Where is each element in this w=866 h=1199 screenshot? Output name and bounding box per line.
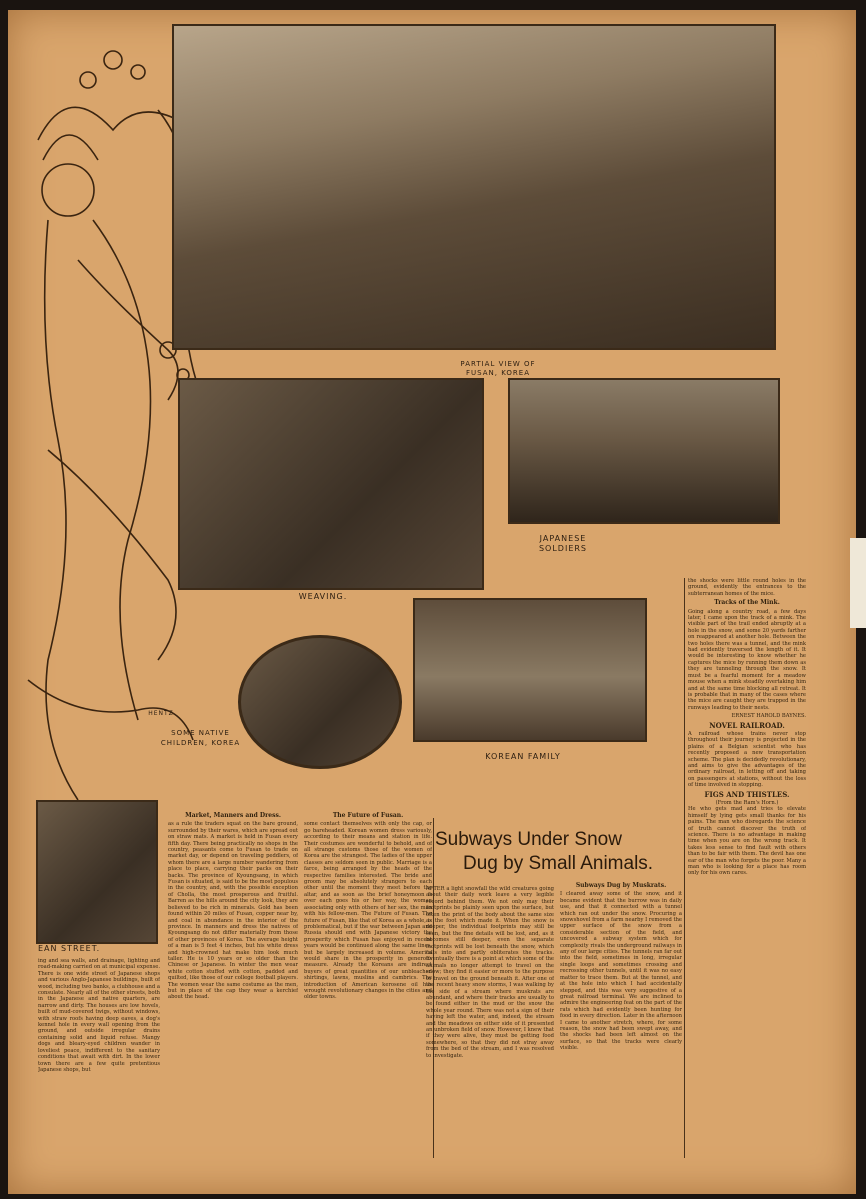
weaving-caption: WEAVING. <box>298 592 348 601</box>
korean-family-photo <box>413 598 647 742</box>
street-caption: EAN STREET. <box>38 944 101 953</box>
artist-signature: HENTZ <box>148 710 174 717</box>
children-caption: SOME NATIVE CHILDREN, KOREA <box>160 729 241 747</box>
article-text-left: ing and sea walls, and drainage, lighting and road-making carried on at municipal expense. There is one wide street of Japanese shops and various Anglo-Japanese buildings, built of wood, including two banks, a clubhouse and a consulate. Nearly all of the other streets, both in the Japanese and native quarters, are narrow and dirty. The houses are low hovels, built of mud-covered twigs, without windows, with straw roofs having deep eaves, a dog's kennel hole in every wall opening from the ground, and outside irregular drains containing solid and liquid refuse. Mangy dogs and bleary-eyed children wander in loveliest peace, indifferent to the sanitary conditions that await with dirt. In the lower town there are a few quite pretentious Japanese shops, but <box>38 958 160 1073</box>
subways-headline: Subways Under Snow Dug by Small Animals. <box>435 829 654 874</box>
column-rule-right <box>684 578 685 1158</box>
muskrats-heading: Subways Dug by Muskrats. <box>575 882 667 889</box>
native-children-photo <box>238 635 402 769</box>
newspaper-page <box>8 10 856 1194</box>
fusan-harbor-photo <box>172 24 776 350</box>
railroad-heading: NOVEL RAILROAD. <box>709 720 785 730</box>
tracks-heading: Tracks of the Mink. <box>714 599 780 607</box>
article-text-col4: Subways Dug by Muskrats. I cleared away some of the snow, and it became evident that the burrow was in daily use, and that it connected with a tunnel which ran out under the snow. Procuring a snowshovel from a farm nearby I removed the upper surface of the snow from a considerable section of the field, and uncovered a subway system which for complexity rivals the underground railways in any of our large cities. The tunnels ran far out into the field, sometimes in long, irregular single loops and sometimes crossing and recrossing other tunnels, until it was no easy matter to trace them. But at the tunnel, and at the hole into which I had accidentally stepped, and this was very suggestive of a great railroad terminal. We are inclined to admire the engineering feat on the part of the rats which had evidently been hunting for food in every direction. Later in the afternoon I came to another stretch, where, for some reason, the snow had been swept away, and the shocks had been left almost on the surface, so that the tracks were clearly visible. <box>560 882 682 1052</box>
article-text-col1: Market, Manners and Dress. as a rule the traders squat on the bare ground, surrounded by their wares, which are spread out on straw mats. A market is held in Fusan every fifth day. There being practically no shops in the country, peasants come to Fusan to trade on market day, or depend on traveling peddlers, of whom there are a large number wandering from place to place, carrying their packs on their backs. The province of Kyoungsang, in which Fusan is situated, is said to be the most populous in the country, and, with the possible exception of Cholla, the most prosperous and fruitful. Barren as the hills around the city look, they are believed to be rich in minerals. Gold has been found within 20 miles of Fusan, copper near by, and coal in abundance in the interior of the province. In manners and dress the natives of Kyoungsang do not differ materially from those of other provinces of Korea. The average height of a man is 5 feet 4 inches, but his white dress and high-crowned hat make him look much taller. He is 10 years or so older than the Chinese or Japanese. In winter the men wear white cotton stuffed with cotton, padded and quilted, like those of our college football players. The women wear the same costume as the men, but in place of the cap they wear a kerchief about the head. <box>168 812 298 1001</box>
article-text-col5: the shocks were little round holes in the ground, evidently the entrances to the subterranean homes of the mice. Tracks of the Mink. Going along a country road, a few days later, I came upon the track of a mink. The visible part of the trail ended abruptly at a hole in the snow, and some 20 yards farther on reappeared at another hole. Between the two holes there was a tunnel, and the mink had evidently traversed the length of it. It would be interesting to know whether he captures the mice by running them down as they are tunneling through the snow. It must be a fearful moment for a meadow mouse when a mink steadily overtaking him and at the same time blocking all retreat. It is probable that in many of the cases where the mice are caught they are trapped in the runways leading to their nests. ERNEST HAROLD BAYNES. NOVEL RAILROAD. A railroad whose trains never stop throughout their journey is projected in the plains of a Belgian scientist who has recently proposed a new transportation scheme. The plan is decidedly revolutionary, and aims to give the advantages of the ordinary railroad, in letting off and taking on passengers at stations, without the loss of time involved in stopping. FIGS AND THISTLES. (From the Ram's Horn.) He who gets mad and tries to elevate himself by lying gets small thanks for his pains. The man who disregards the science of truth cannot discover the truth of science. There is no advantage in making time when you are on the wrong track. It takes less sense to find fault with others than to be fair with them. The devil has one ear of the man who forgets the poor. Many a man who is looking for a place has room only for his own cares. <box>688 578 806 877</box>
weaving-photo <box>178 378 484 590</box>
article-text-col2: The Future of Fusan. some contact themselves with only the cap, or go bareheaded. Korean women dress variously, according to their means and station in life. Their costumes are wonderful to behold, and of all strange customs those of the women of Korea are the strangest. The ladies of the upper classes are seldom seen in public. Marriage is a farce, being arranged by the heads of the respective families interested. The bride and groom may be absolutely strangers to each other until the moment they meet before the altar, and as soon as the brief honeymoon is over each goes his or her way, the woman associating only with others of her sex, the man with his fellow-men. The Future of Fusan. The future of Fusan, like that of Korea as a whole, is problematical, but if the war between Japan and Russia should end with Japanese victory the prosperity which Fusan has enjoyed in recent years would be continued along the same lines, but be largely increased in volume. America would share in the prosperity in generous measure. Already the Koreans are indirect buyers of great quantities of our unbleached shirtings, lawns, muslins and cambrics. The introduction of American kerosene oil has wrought revolutionary changes in the cities and older towns. <box>304 812 432 1001</box>
figs-source: (From the Ram's Horn.) <box>715 800 779 806</box>
fusan-caption: PARTIAL VIEW OF FUSAN, KOREA <box>460 360 536 377</box>
market-heading: Market, Manners and Dress. <box>185 812 281 819</box>
article-text-col3: AFTER a light snowfall the wild creatures going about their daily work leave a very legible record behind them. We not only may their footprints be plainly seen upon the surface, but often the print of the body about the same size as the foot which made it. When the snow is deeper, the individual footprints may still be seen, but the fine details will be lost, and, as it becomes still deeper, even the separate footprints will be lost beneath the snow, which falls into and partly obliterates the tracks. Eventually there is a point at which some of the animals no longer attempt to travel on the snow; they find it easier or more to the purpose to travel on the ground beneath it. After one of the recent heavy snow storms, I was walking by the side of a stream where muskrats are abundant, and where their tracks are usually to be found either in the mud or the snow the whole year round. There was not a sign of their having left the water, and, indeed, the stream and the meadows on either side of it presented an unbroken field of snow. However, I knew that if they were alive, they must be getting food somewhere, so that they did not stray away from the bed of the stream, and I was resolved to investigate. <box>426 886 554 1059</box>
future-heading: The Future of Fusan. <box>332 812 404 819</box>
japanese-soldiers-photo <box>508 378 780 524</box>
family-caption: KOREAN FAMILY <box>485 752 561 761</box>
soldiers-caption: JAPANESE SOLDIERS <box>538 534 588 553</box>
korean-street-photo <box>36 800 158 944</box>
signature: ERNEST HAROLD BAYNES. <box>731 713 806 720</box>
paper-tab <box>850 538 866 628</box>
figs-heading: FIGS AND THISTLES. <box>704 789 790 799</box>
